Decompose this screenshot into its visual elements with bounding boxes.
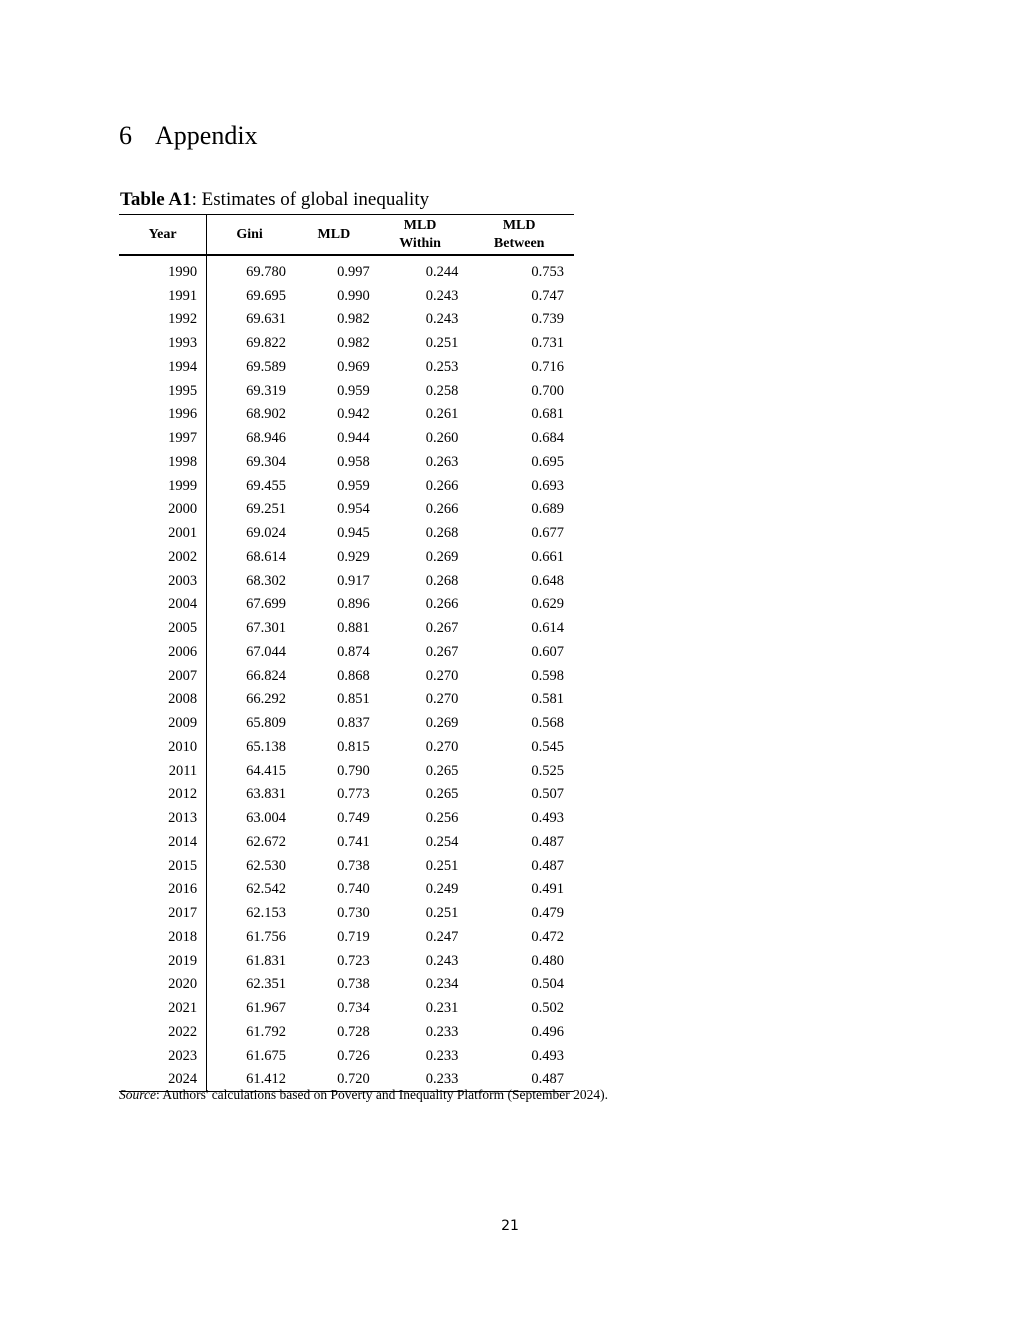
cell-gini: 61.831	[246, 952, 286, 969]
cell-mld-between: 0.568	[531, 715, 564, 732]
table-row	[119, 284, 574, 308]
header-mld-within-line2: Within	[399, 235, 441, 251]
cell-mld-within: 0.254	[425, 833, 459, 850]
cell-mld-between: 0.507	[531, 786, 564, 803]
table-row	[119, 474, 574, 498]
cell-mld-between: 0.487	[531, 1071, 564, 1088]
cell-gini: 68.614	[246, 548, 286, 565]
table-row	[119, 830, 574, 854]
cell-mld: 0.740	[337, 881, 370, 898]
cell-mld: 0.945	[337, 525, 370, 542]
cell-mld-between: 0.487	[531, 857, 564, 874]
cell-mld-within: 0.247	[425, 928, 459, 945]
cell-mld: 0.790	[337, 762, 370, 779]
cell-mld-between: 0.689	[531, 501, 564, 518]
cell-mld: 0.917	[337, 572, 370, 589]
cell-gini: 69.319	[246, 382, 286, 399]
cell-mld: 0.959	[337, 477, 370, 494]
cell-gini: 69.589	[246, 358, 286, 375]
cell-mld-between: 0.700	[531, 382, 564, 399]
cell-year: 2009	[119, 711, 207, 735]
cell-gini: 61.792	[246, 1023, 286, 1040]
cell-mld-within: 0.234	[425, 976, 459, 993]
table-row	[119, 901, 574, 925]
cell-year: 1996	[119, 403, 207, 427]
cell-year: 2008	[119, 688, 207, 712]
cell-gini: 63.004	[246, 810, 286, 827]
cell-year: 1994	[119, 355, 207, 379]
cell-mld: 0.734	[337, 1000, 370, 1017]
cell-mld: 0.896	[337, 596, 370, 613]
cell-mld: 0.720	[337, 1071, 370, 1088]
cell-year: 2002	[119, 545, 207, 569]
cell-mld-between: 0.581	[531, 691, 564, 708]
section-number: 6	[119, 121, 132, 150]
cell-mld-within: 0.244	[425, 263, 459, 280]
cell-year: 1991	[119, 284, 207, 308]
header-row	[119, 215, 574, 256]
table-row	[119, 996, 574, 1020]
cell-mld: 0.741	[337, 833, 370, 850]
cell-mld: 0.728	[337, 1023, 370, 1040]
cell-gini: 62.530	[246, 857, 286, 874]
cell-mld: 0.723	[337, 952, 370, 969]
cell-mld-within: 0.231	[425, 1000, 459, 1017]
table-row	[119, 255, 574, 284]
table-row	[119, 450, 574, 474]
cell-mld-between: 0.684	[531, 430, 564, 447]
cell-mld-between: 0.607	[531, 643, 564, 660]
cell-mld-between: 0.479	[531, 905, 564, 922]
cell-mld-within: 0.268	[425, 525, 459, 542]
cell-mld: 0.868	[337, 667, 370, 684]
cell-mld-within: 0.269	[425, 715, 459, 732]
cell-mld-within: 0.270	[425, 691, 459, 708]
cell-mld: 0.958	[337, 453, 370, 470]
cell-mld-within: 0.253	[425, 358, 459, 375]
cell-year: 2017	[119, 901, 207, 925]
cell-mld-between: 0.681	[531, 406, 564, 423]
cell-gini: 62.153	[246, 905, 286, 922]
cell-gini: 62.672	[246, 833, 286, 850]
cell-mld-within: 0.263	[425, 453, 459, 470]
cell-mld: 0.719	[337, 928, 370, 945]
cell-mld: 0.990	[337, 287, 370, 304]
table-row	[119, 925, 574, 949]
cell-year: 2022	[119, 1020, 207, 1044]
table-caption	[120, 188, 429, 212]
cell-mld-between: 0.739	[531, 311, 564, 328]
cell-year: 1995	[119, 379, 207, 403]
cell-mld-between: 0.598	[531, 667, 564, 684]
cell-mld-within: 0.266	[425, 501, 459, 518]
cell-gini: 69.780	[246, 263, 286, 280]
table-row	[119, 331, 574, 355]
cell-mld-within: 0.243	[425, 287, 459, 304]
cell-mld-between: 0.614	[531, 620, 564, 637]
cell-year: 2020	[119, 973, 207, 997]
cell-gini: 67.044	[246, 643, 286, 660]
section-title: Appendix	[155, 121, 258, 150]
cell-year: 1993	[119, 331, 207, 355]
cell-mld-between: 0.629	[531, 596, 564, 613]
cell-mld-within: 0.258	[425, 382, 459, 399]
cell-mld-within: 0.233	[425, 1071, 459, 1088]
table-row	[119, 783, 574, 807]
cell-mld-within: 0.233	[425, 1023, 459, 1040]
header-gini-label: Gini	[236, 226, 263, 242]
cell-mld-within: 0.260	[425, 430, 459, 447]
cell-gini: 61.756	[246, 928, 286, 945]
header-mld-between	[464, 215, 574, 256]
cell-mld-between: 0.695	[531, 453, 564, 470]
cell-mld-between: 0.493	[531, 810, 564, 827]
cell-mld-between: 0.496	[531, 1023, 564, 1040]
cell-gini: 69.251	[246, 501, 286, 518]
cell-year: 2016	[119, 878, 207, 902]
cell-year: 2014	[119, 830, 207, 854]
cell-mld-within: 0.243	[425, 952, 459, 969]
cell-mld-within: 0.251	[425, 335, 459, 352]
table-row	[119, 498, 574, 522]
table-row	[119, 569, 574, 593]
header-mld-between-line2: Between	[493, 235, 545, 251]
header-mld-label: MLD	[317, 226, 351, 242]
table-row	[119, 806, 574, 830]
cell-mld-between: 0.716	[531, 358, 564, 375]
table-row	[119, 759, 574, 783]
cell-mld-within: 0.269	[425, 548, 459, 565]
source-note	[119, 1086, 608, 1104]
table-row	[119, 735, 574, 759]
cell-mld-between: 0.753	[531, 263, 564, 280]
cell-mld: 0.726	[337, 1047, 370, 1064]
cell-mld-between: 0.545	[531, 738, 564, 755]
cell-mld-between: 0.480	[531, 952, 564, 969]
cell-mld-within: 0.267	[425, 620, 459, 637]
cell-gini: 68.302	[246, 572, 286, 589]
cell-gini: 62.542	[246, 881, 286, 898]
cell-year: 2006	[119, 640, 207, 664]
cell-gini: 64.415	[246, 762, 286, 779]
inequality-table	[119, 214, 574, 1092]
cell-mld: 0.929	[337, 548, 370, 565]
cell-year: 2001	[119, 521, 207, 545]
cell-gini: 61.412	[246, 1071, 286, 1088]
cell-mld-between: 0.493	[531, 1047, 564, 1064]
cell-mld-between: 0.504	[531, 976, 564, 993]
cell-mld-within: 0.265	[425, 762, 459, 779]
cell-year: 2015	[119, 854, 207, 878]
cell-gini: 65.138	[246, 738, 286, 755]
header-mld-within-line1: MLD	[403, 217, 437, 233]
cell-gini: 61.675	[246, 1047, 286, 1064]
cell-year: 2023	[119, 1044, 207, 1068]
table-row	[119, 711, 574, 735]
cell-mld-between: 0.648	[531, 572, 564, 589]
cell-mld-within: 0.243	[425, 311, 459, 328]
cell-mld-between: 0.487	[531, 833, 564, 850]
cell-year: 2019	[119, 949, 207, 973]
header-mld	[292, 215, 376, 256]
cell-mld: 0.851	[337, 691, 370, 708]
cell-gini: 69.822	[246, 335, 286, 352]
cell-gini: 69.455	[246, 477, 286, 494]
cell-mld: 0.738	[337, 857, 370, 874]
source-label: Source	[119, 1087, 156, 1102]
cell-mld: 0.954	[337, 501, 370, 518]
cell-mld: 0.815	[337, 738, 370, 755]
cell-gini: 68.946	[246, 430, 286, 447]
table-row	[119, 593, 574, 617]
table-row	[119, 355, 574, 379]
cell-gini: 61.967	[246, 1000, 286, 1017]
cell-mld: 0.942	[337, 406, 370, 423]
cell-mld-within: 0.265	[425, 786, 459, 803]
header-year-label: Year	[148, 226, 177, 242]
table-row	[119, 308, 574, 332]
cell-mld-between: 0.747	[531, 287, 564, 304]
table-row	[119, 949, 574, 973]
cell-mld: 0.969	[337, 358, 370, 375]
header-gini	[207, 215, 292, 256]
cell-mld-within: 0.270	[425, 738, 459, 755]
cell-gini: 63.831	[246, 786, 286, 803]
cell-mld: 0.881	[337, 620, 370, 637]
table-row	[119, 854, 574, 878]
cell-mld: 0.730	[337, 905, 370, 922]
source-text: : Authors' calculations based on Poverty and Inequality Platform (September 2024).	[156, 1087, 608, 1102]
table-row	[119, 688, 574, 712]
table-row	[119, 878, 574, 902]
cell-gini: 66.292	[246, 691, 286, 708]
cell-year: 2010	[119, 735, 207, 759]
table-row	[119, 616, 574, 640]
cell-year: 1998	[119, 450, 207, 474]
cell-year: 2012	[119, 783, 207, 807]
table-label: Table A1	[120, 189, 192, 210]
cell-year: 2013	[119, 806, 207, 830]
cell-mld-within: 0.266	[425, 477, 459, 494]
cell-year: 2018	[119, 925, 207, 949]
cell-gini: 65.809	[246, 715, 286, 732]
cell-year: 2005	[119, 616, 207, 640]
cell-year: 2000	[119, 498, 207, 522]
cell-gini: 69.024	[246, 525, 286, 542]
cell-year: 2004	[119, 593, 207, 617]
cell-gini: 68.902	[246, 406, 286, 423]
table-caption-text: : Estimates of global inequality	[191, 189, 430, 210]
cell-mld: 0.959	[337, 382, 370, 399]
cell-gini: 62.351	[246, 976, 286, 993]
table-row	[119, 1044, 574, 1068]
cell-mld: 0.874	[337, 643, 370, 660]
cell-mld-between: 0.693	[531, 477, 564, 494]
cell-year: 1992	[119, 308, 207, 332]
header-year	[119, 215, 207, 256]
table-row	[119, 521, 574, 545]
cell-year: 2011	[119, 759, 207, 783]
cell-gini: 67.301	[246, 620, 286, 637]
cell-gini: 69.631	[246, 311, 286, 328]
cell-year: 2007	[119, 664, 207, 688]
table-row	[119, 664, 574, 688]
cell-mld-between: 0.491	[531, 881, 564, 898]
cell-mld: 0.982	[337, 311, 370, 328]
page-number: 21	[501, 1218, 519, 1234]
cell-mld-within: 0.270	[425, 667, 459, 684]
header-mld-between-line1: MLD	[502, 217, 536, 233]
cell-gini: 69.695	[246, 287, 286, 304]
cell-year: 1997	[119, 426, 207, 450]
cell-mld-within: 0.256	[425, 810, 459, 827]
cell-mld-between: 0.502	[531, 1000, 564, 1017]
cell-mld-within: 0.261	[425, 406, 459, 423]
section-heading	[119, 118, 258, 154]
table-row	[119, 640, 574, 664]
cell-mld: 0.738	[337, 976, 370, 993]
cell-mld: 0.837	[337, 715, 370, 732]
cell-year: 1990	[119, 255, 207, 284]
cell-mld-within: 0.233	[425, 1047, 459, 1064]
table-row	[119, 973, 574, 997]
cell-mld-within: 0.268	[425, 572, 459, 589]
cell-mld: 0.982	[337, 335, 370, 352]
cell-gini: 67.699	[246, 596, 286, 613]
cell-mld-within: 0.266	[425, 596, 459, 613]
table-row	[119, 1020, 574, 1044]
cell-mld-within: 0.249	[425, 881, 459, 898]
cell-mld-between: 0.525	[531, 762, 564, 779]
table-body	[119, 255, 574, 1092]
cell-mld-within: 0.267	[425, 643, 459, 660]
table-row	[119, 379, 574, 403]
table-row	[119, 403, 574, 427]
cell-mld: 0.997	[337, 263, 370, 280]
cell-mld-within: 0.251	[425, 905, 459, 922]
cell-gini: 66.824	[246, 667, 286, 684]
cell-mld: 0.749	[337, 810, 370, 827]
cell-year: 1999	[119, 474, 207, 498]
cell-year: 2003	[119, 569, 207, 593]
table-header	[119, 215, 574, 256]
cell-mld: 0.773	[337, 786, 370, 803]
cell-mld-between: 0.472	[531, 928, 564, 945]
header-mld-within	[376, 215, 465, 256]
cell-year: 2021	[119, 996, 207, 1020]
cell-mld-between: 0.661	[531, 548, 564, 565]
table-row	[119, 426, 574, 450]
cell-mld-between: 0.677	[531, 525, 564, 542]
cell-mld-within: 0.251	[425, 857, 459, 874]
cell-year: 2024	[119, 1068, 207, 1092]
table-row	[119, 545, 574, 569]
cell-mld: 0.944	[337, 430, 370, 447]
cell-gini: 69.304	[246, 453, 286, 470]
cell-mld-between: 0.731	[531, 335, 564, 352]
